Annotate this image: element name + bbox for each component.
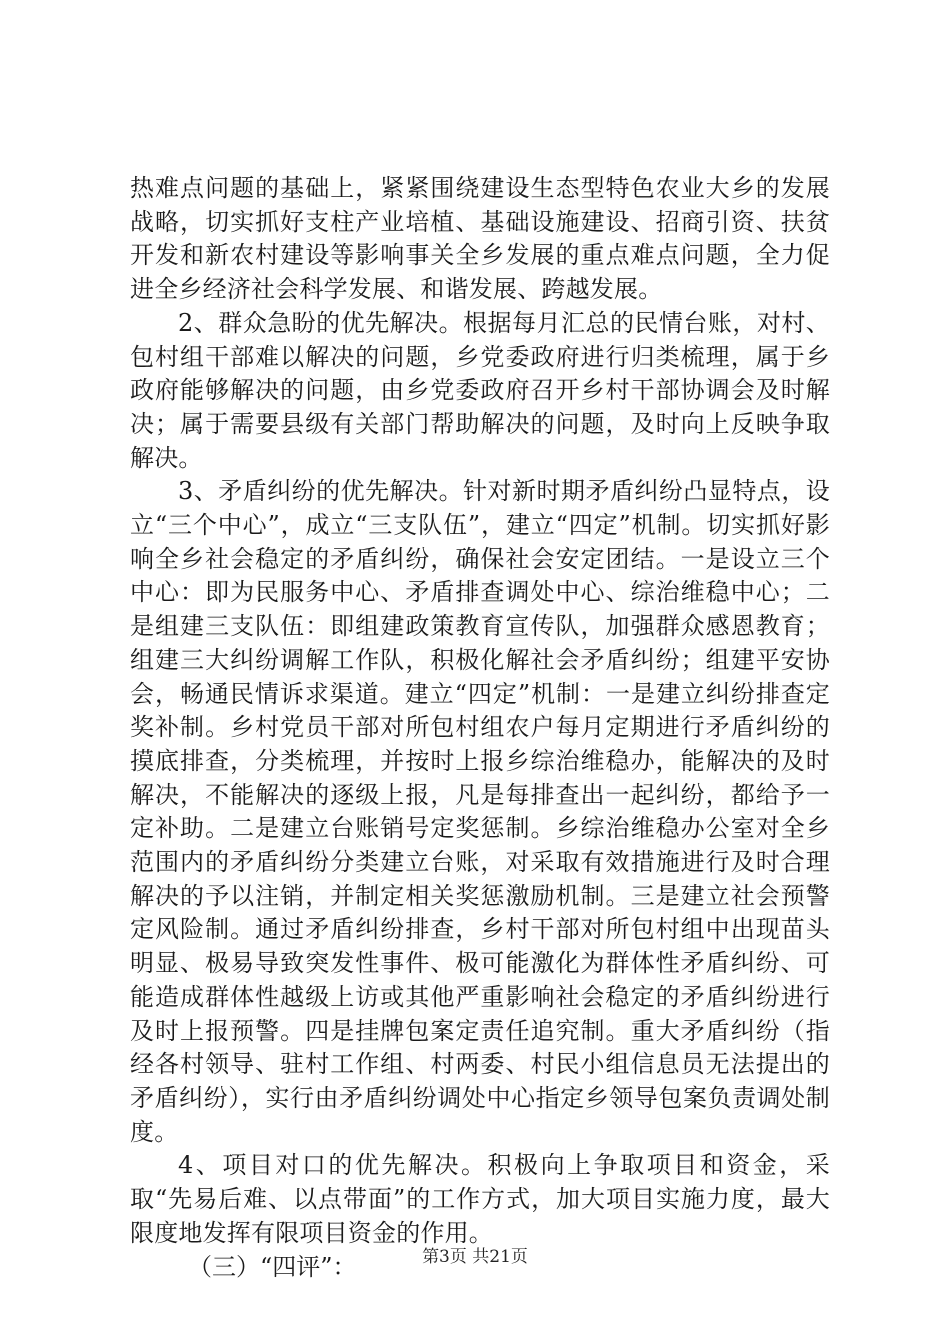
paragraph-item-4: 4、项目对口的优先解决。积极向上争取项目和资金，采取“先易后难、以点带面”的工作方式，加大项目实施力度，最大限度地发挥有限项目资金的作用。	[130, 1151, 830, 1247]
section-heading: （三）“四评”：	[188, 1252, 357, 1281]
page-footer: 第3页 共21页	[422, 1247, 528, 1267]
paragraph-item-3: 3、矛盾纠纷的优先解决。针对新时期矛盾纠纷凸显特点，设立“三个中心”，成立“三支队伍”，建立“四定”机制。切实抓好影响全乡社会稳定的矛盾纠纷，确保社会安定团结。一是设立三个中心：即为民服务中心、矛盾排查调处中心、综治维稳中心；二是组建三支队伍：即组建政策教育宣传队，加强群众感恩教育；组建三大纠纷调解工作队，积极化解社会矛盾纠纷；组建平安协会，畅通民情诉求渠道。建立“四定”机制：一是建立纠纷排查定奖补制。乡村党员干部对所包村组农户每月定期进行矛盾纠纷的摸底排查，分类梳理，并按时上报乡综治维稳办，能解决的及时解决，不能解决的逐级上报，凡是每排查出一起纠纷，都给予一定补助。二是建立台账销号定奖惩制。乡综治维稳办公室对全乡范围内的矛盾纠纷分类建立台账，对采取有效措施进行及时合理解决的予以注销，并制定相关奖惩激励机制。三是建立社会预警定风险制。通过矛盾纠纷排查，乡村干部对所包村组中出现苗头明显、极易导致突发性事件、极可能激化为群体性矛盾纠纷、可能造成群体性越级上访或其他严重影响社会稳定的矛盾纠纷进行及时上报预警。四是挂牌包案定责任追究制。重大矛盾纠纷（指经各村领导、驻村工作组、村两委、村民小组信息员无法提出的矛盾纠纷），实行由矛盾纠纷调处中心指定乡领导包案负责调处制度。	[130, 477, 830, 1146]
paragraph-item-2: 2、群众急盼的优先解决。根据每月汇总的民情台账，对村、包村组干部难以解决的问题，乡党委政府进行归类梳理，属于乡政府能够解决的问题，由乡党委政府召开乡村干部协调会及时解决；属于需要县级有关部门帮助解决的问题，及时向上反映争取解决。	[130, 308, 830, 472]
paragraph-continuation: 热难点问题的基础上，紧紧围绕建设生态型特色农业大乡的发展战略，切实抓好支柱产业培植、基础设施建设、招商引资、扶贫开发和新农村建设等影响事关全乡发展的重点难点问题，全力促进全乡经济社会科学发展、和谐发展、跨越发展。	[130, 174, 830, 304]
document-body	[130, 172, 830, 1284]
